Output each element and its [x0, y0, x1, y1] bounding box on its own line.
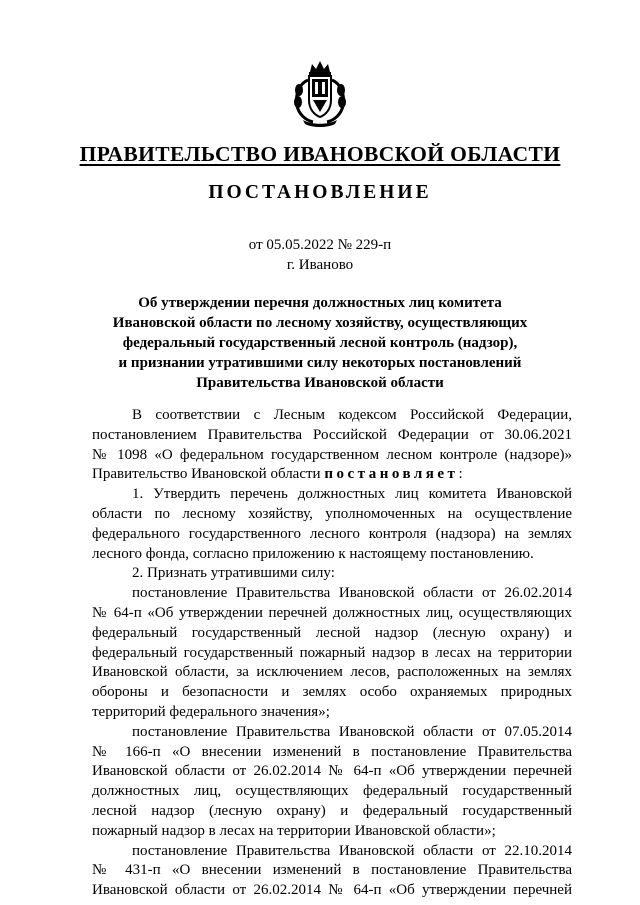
body-line: пожарный надзор в лесах на территории Ивановской области»; [92, 822, 496, 839]
body-line: федерального государственного лесного контроля (надзора) на землях [92, 525, 572, 542]
body-line: федеральный государственный пожарный надзор в лесах на территории [92, 644, 572, 661]
body-line: 2. Признать утратившими силу: [132, 565, 335, 582]
subject-line: Ивановской области по лесному хозяйству, осуществляющих [112, 315, 528, 331]
body-line [92, 465, 572, 485]
decrees-word: постановляет [324, 466, 459, 483]
document-subject [0, 293, 640, 393]
body-line: территорий федерального значения»; [92, 703, 330, 720]
body-line: В соответствии с Лесным кодексом Российской Федерации, [132, 407, 572, 423]
body-line: обороны и безопасности и землях особо охраняемых природных [92, 684, 572, 701]
document-body [92, 406, 572, 901]
body-line: Ивановской области от 26.02.2014 № 64-п «Об утверждении перечней [92, 763, 572, 780]
body-line: федеральный государственный лесной надзор (лесную охрану) и [92, 624, 572, 641]
subject-line: федеральный государственный лесной контроль (надзор), [122, 335, 518, 351]
body-line: 1. Утвердить перечень должностных лиц комитета Ивановской [132, 486, 572, 503]
decrees-colon: : [458, 466, 463, 483]
body-line: лесного фонда, согласно приложению к настоящему постановлению. [92, 545, 534, 562]
body-line: № 1098 «О федеральном государственном лесном контроле (надзоре)» [92, 446, 572, 463]
body-line: постановление Правительства Ивановской области от 22.10.2014 [132, 842, 572, 859]
body-line: постановлением Правительства Российской Федерации от 30.06.2021 [92, 426, 572, 443]
document-date-number: от 05.05.2022 № 229-п [248, 237, 392, 253]
coat-of-arms-icon [291, 58, 349, 128]
body-line: № 64-п «Об утверждении перечней должностных лиц, осуществляющих [92, 604, 572, 621]
body-line: лесной надзор (лесную охрану) и федеральный государственный [92, 802, 572, 819]
body-line: должностных лиц, осуществляющих федеральный государственный [92, 783, 572, 800]
document-type: ПОСТАНОВЛЕНИЕ [208, 182, 432, 203]
body-line: № 166-п «О внесении изменений в постановление Правительства [92, 743, 572, 760]
body-line: № 431-п «О внесении изменений в постановление Правительства [92, 862, 572, 879]
body-line: Ивановской области от 26.02.2014 № 64-п «Об утверждении перечней [92, 882, 572, 899]
body-line: Ивановской области, за исключением лесов, расположенных на землях [92, 664, 572, 681]
body-line-text: Правительство Ивановской области [92, 466, 321, 483]
body-line: постановление Правительства Ивановской области от 07.05.2014 [132, 723, 572, 740]
subject-line: Об утверждении перечня должностных лиц комитета [138, 295, 502, 311]
document-city: г. Иваново [286, 257, 354, 273]
body-line: постановление Правительства Ивановской области от 26.02.2014 [132, 585, 572, 602]
subject-line: Правительства Ивановской области [196, 375, 444, 391]
government-title: ПРАВИТЕЛЬСТВО ИВАНОВСКОЙ ОБЛАСТИ [79, 142, 561, 166]
body-line: области по лесному хозяйству, уполномоченных на осуществление [92, 505, 572, 522]
subject-line: и признании утратившими силу некоторых постановлений [118, 355, 522, 371]
